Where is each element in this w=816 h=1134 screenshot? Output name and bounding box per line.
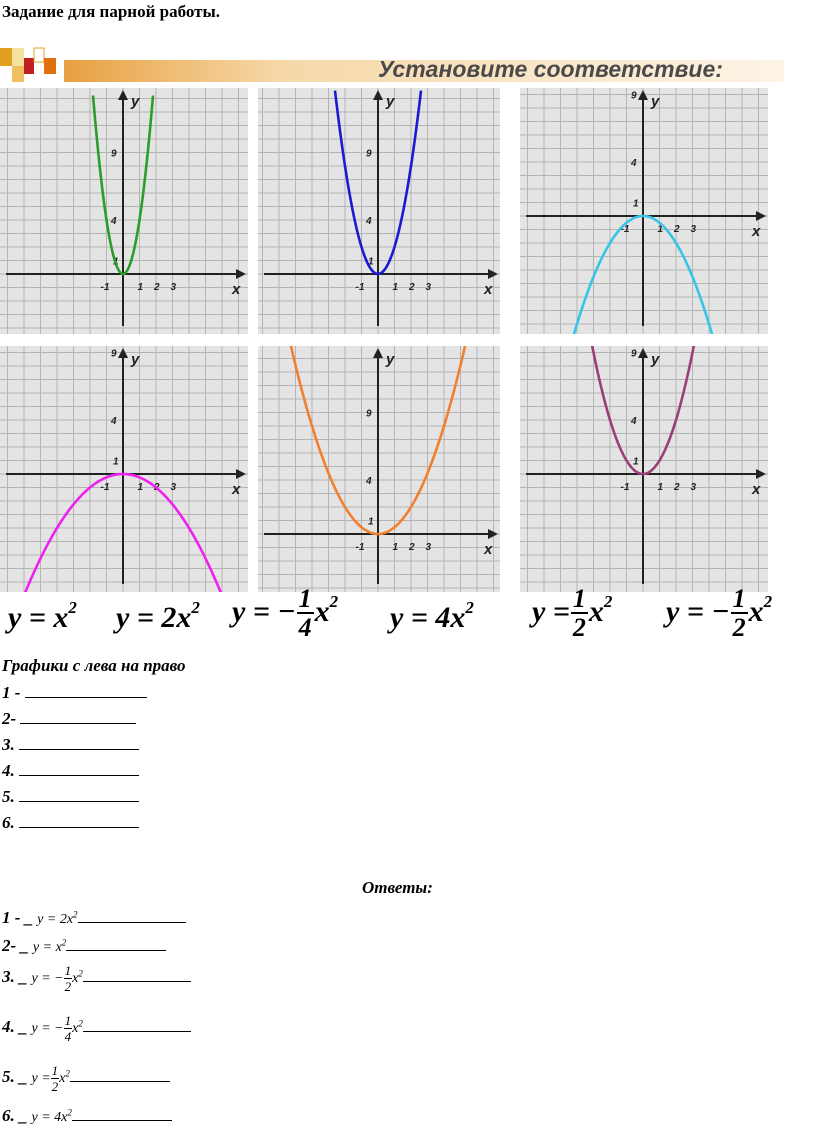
formula-2: $y = 2x^2$ — [116, 598, 200, 634]
tick-label: 1 — [657, 224, 664, 235]
y-axis-label: y — [131, 351, 140, 368]
x-axis-label: x — [232, 281, 241, 298]
tick-label: 2 — [674, 482, 680, 493]
tick-label: 9 — [366, 408, 372, 420]
graph-panel-5 — [258, 346, 500, 592]
tick-label: 4 — [631, 158, 637, 169]
x-axis-label: x — [484, 541, 493, 558]
graph-panel-6 — [520, 346, 768, 592]
answer-item-1: 1 - _ $y = 2x^2$ — [2, 908, 186, 928]
tick-label: 1 — [392, 282, 399, 293]
answers-title: Ответы: — [362, 878, 433, 897]
answer-blank-4[interactable]: 4. — [2, 761, 139, 781]
tick-label: -1 — [100, 282, 110, 293]
tick-label: 3 — [690, 482, 697, 493]
fraction: $\frac{1}{2}$ — [572, 584, 586, 642]
tick-label: 3 — [425, 282, 432, 293]
banner-title: Установите соответствие: — [378, 56, 723, 82]
tick-label: 2 — [409, 542, 415, 553]
y-axis-label: y — [651, 351, 660, 368]
tick-label: -1 — [620, 482, 630, 493]
tick-label: 2 — [409, 282, 415, 293]
answer-item-5: 5. _ y = $\frac{1}{2}$ $x^2$ — [2, 1064, 170, 1094]
tick-label: 1 — [368, 516, 374, 528]
tick-label: 4 — [366, 476, 372, 487]
answer-item-4: 4. _ y = − $\frac{1}{4}$ $x^2$ — [2, 1014, 191, 1044]
x-axis-label: x — [484, 281, 493, 298]
tick-label: 9 — [111, 348, 117, 360]
answer-blank-3[interactable]: 3. — [2, 735, 139, 755]
tick-label: 2 — [674, 224, 680, 235]
tick-label: 9 — [366, 148, 372, 160]
formula-1: $y = x^2$ — [8, 598, 77, 634]
tick-label: 9 — [111, 148, 117, 160]
worksheet-heading: Графики с лева на право — [2, 656, 186, 675]
tick-label: 1 — [137, 282, 144, 293]
tick-label: 9 — [631, 348, 637, 360]
answer-item-6: 6. _ $y = 4x^2$ — [2, 1106, 172, 1126]
tick-label: 4 — [111, 216, 117, 227]
tick-label: 1 — [633, 198, 639, 210]
answer-blank-6[interactable]: 6. — [2, 813, 139, 833]
tick-label: -1 — [620, 224, 630, 235]
x-axis-label: x — [752, 481, 761, 498]
tick-label: 1 — [113, 456, 119, 468]
tick-label: 1 — [392, 542, 399, 553]
tick-label: 2 — [154, 282, 160, 293]
tick-label: 4 — [631, 416, 637, 427]
tick-label: 1 — [368, 256, 374, 268]
x-axis-label: x — [232, 481, 241, 498]
tick-label: 1 — [633, 456, 639, 468]
tick-label: 2 — [154, 482, 160, 493]
graph-panel-3 — [520, 88, 768, 334]
fraction: $\frac{1}{2}$ — [732, 584, 746, 642]
y-axis-label: y — [651, 93, 660, 110]
formula-3: y = − $\frac{1}{4}$ $x^2$ — [232, 584, 339, 642]
tick-label: 3 — [425, 542, 432, 553]
answer-item-2: 2- _ $y = x^2$ — [2, 936, 166, 956]
answer-blank-2[interactable]: 2- — [2, 709, 136, 729]
y-axis-label: y — [386, 93, 395, 110]
tick-label: 3 — [690, 224, 697, 235]
tick-label: 9 — [631, 90, 637, 102]
formula-5: y = $\frac{1}{2}$ $x^2$ — [532, 584, 613, 642]
tick-label: -1 — [355, 542, 365, 553]
tick-label: 1 — [657, 482, 664, 493]
tick-label: 3 — [170, 482, 177, 493]
tick-label: 3 — [170, 282, 177, 293]
formula-4: $y = 4x^2$ — [390, 598, 474, 634]
tick-label: 4 — [111, 416, 117, 427]
tick-label: 4 — [366, 216, 372, 227]
page-title: Задание для парной работы. — [2, 2, 221, 21]
graph-panel-2 — [258, 88, 500, 334]
tick-label: -1 — [100, 482, 110, 493]
formula-6: y = − $\frac{1}{2}$ $x^2$ — [666, 584, 773, 642]
answer-blank-5[interactable]: 5. — [2, 787, 139, 807]
answer-blank-1[interactable]: 1 - — [2, 683, 147, 703]
y-axis-label: y — [131, 93, 140, 110]
tick-label: 1 — [137, 482, 144, 493]
tick-label: 1 — [113, 256, 119, 268]
x-axis-label: x — [752, 223, 761, 240]
formula-row — [0, 584, 816, 654]
fraction: $\frac{1}{4}$ — [298, 584, 312, 642]
tick-label: -1 — [355, 282, 365, 293]
y-axis-label: y — [386, 351, 395, 368]
answer-item-3: 3. _ y = − $\frac{1}{2}$ $x^2$ — [2, 964, 191, 994]
graph-panel-4 — [0, 346, 248, 592]
graph-panel-1 — [0, 88, 248, 334]
